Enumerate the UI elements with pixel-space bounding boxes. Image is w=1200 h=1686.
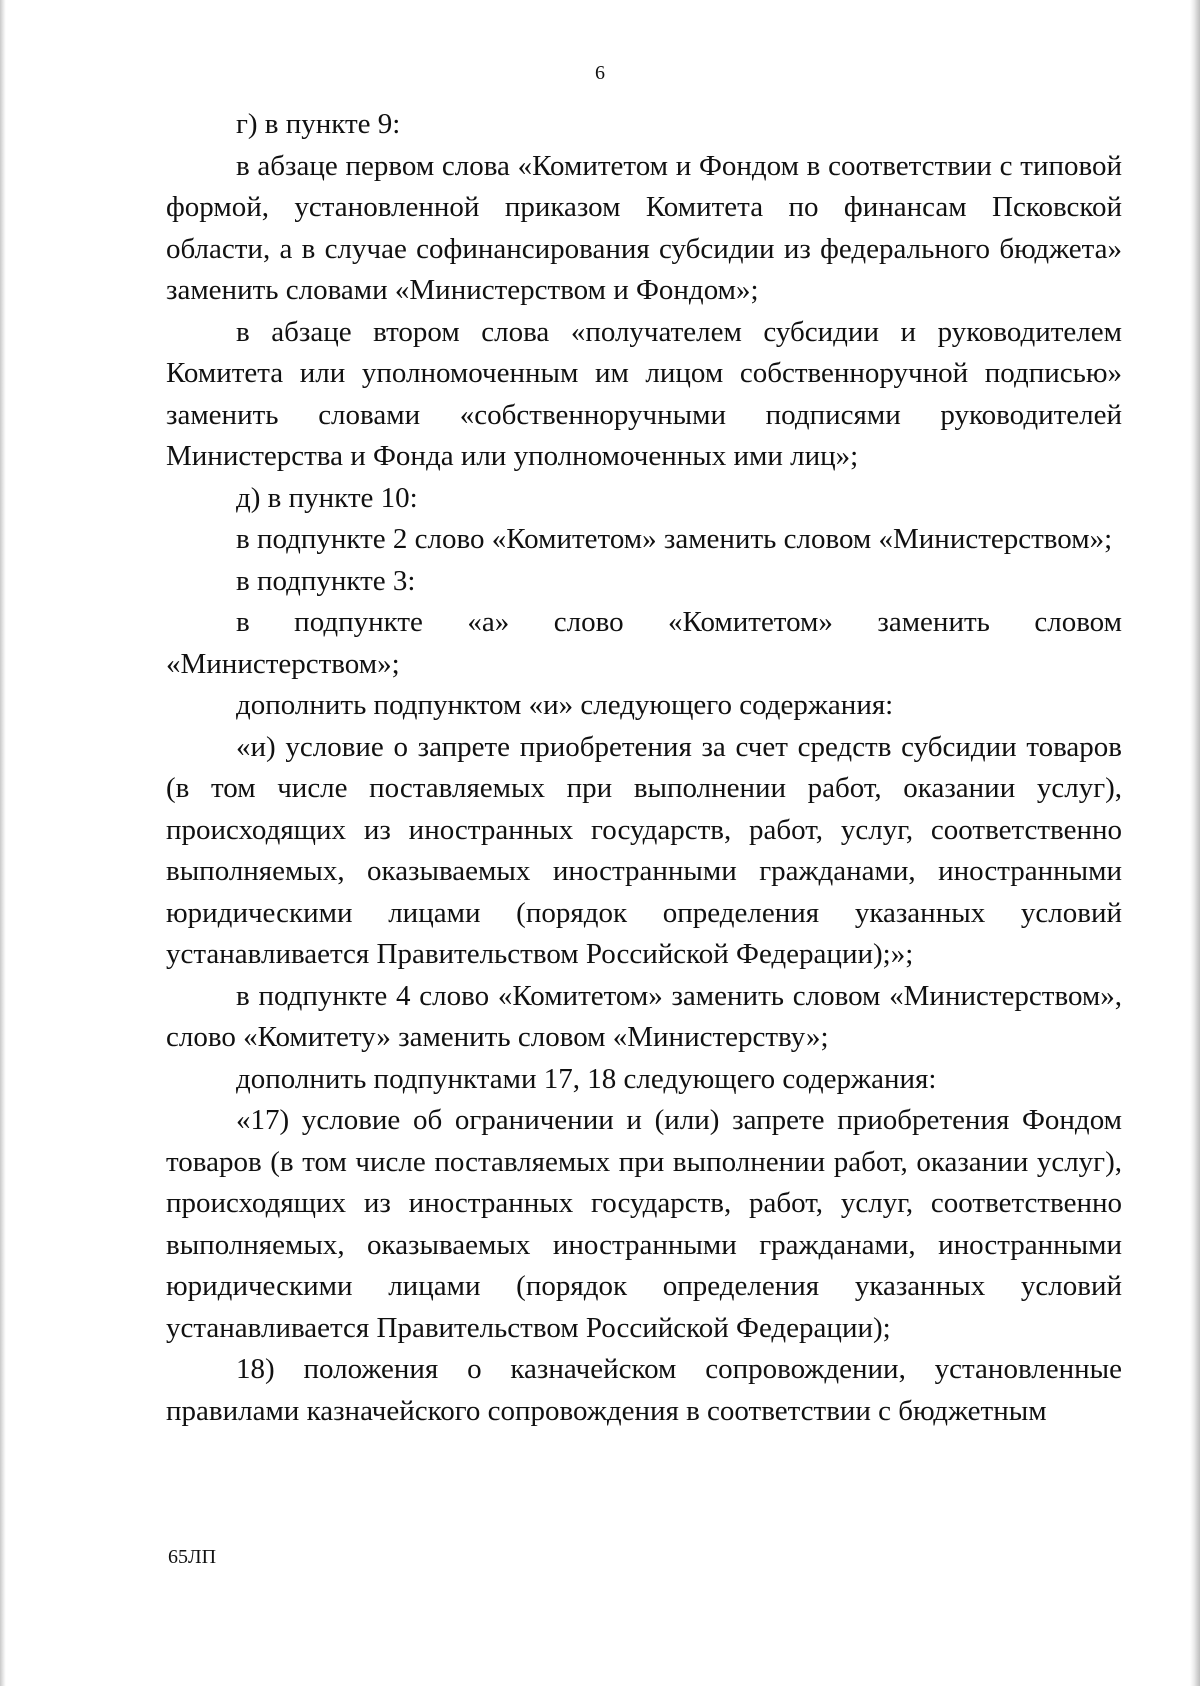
paragraph-add-subitem-i: дополнить подпунктом «и» следующего содержания: <box>236 689 894 721</box>
footer-code: 65ЛП <box>168 1546 217 1568</box>
paragraph-item-d: д) в пункте 10: <box>236 481 418 514</box>
paragraph-subitem-i-text: «и) условие о запрете приобретения за счет средств субсидии товаров (в том числе поставляемых при выполнении работ, оказании услуг), происходящих из иностранных государств, работ, услуг, соответственно выполняемых, оказываемых иностранными гражданами, иностранными юридическими лицами (порядок определения указанных условий устанавливается Правительством Российской Федерации);»; <box>166 730 1122 970</box>
paragraph-item-g: г) в пункте 9: <box>236 108 401 140</box>
paragraph-subitem-4: в подпункте 4 слово «Комитетом» заменить словом «Министерством», слово «Комитету» заменить словом «Министерству»; <box>166 979 1122 1053</box>
paragraph-subitem-3: в подпункте 3: <box>236 564 416 597</box>
page-number: 6 <box>595 62 605 84</box>
scan-edge-right <box>1190 0 1200 1686</box>
paragraph-second-abzac: в абзаце втором слова «получателем субсидии и руководителем Комитета или уполномоченным им лицом собственноручной подписью» заменить словами «собственноручными подписями руководителей Министерства и Фонда или уполномоченных ими лиц»; <box>166 315 1122 472</box>
paragraph-subitem-17-text: «17) условие об ограничении и (или) запрете приобретения Фондом товаров (в том числе поставляемых при выполнении работ, оказании услуг), происходящих из иностранных государств, работ, услуг, соответственно выполняемых, оказываемых иностранными гражданами, иностранными юридическими лицами (порядок определения указанных условий устанавливается Правительством Российской Федерации); <box>166 1104 1122 1344</box>
document-body <box>166 104 1122 1432</box>
paragraph-subitem-a: в подпункте «а» слово «Комитетом» заменить словом «Министерством»; <box>166 606 1122 680</box>
paragraph-add-subitems-17-18: дополнить подпунктами 17, 18 следующего содержания: <box>236 1062 937 1095</box>
paragraph-subitem-2: в подпункте 2 слово «Комитетом» заменить словом «Министерством»; <box>236 523 1113 555</box>
paragraph-subitem-18-text: 18) положения о казначейском сопровождении, установленные правилами казначейского сопровождения в соответствии с бюджетным <box>166 1353 1122 1427</box>
paragraph-first-abzac: в абзаце первом слова «Комитетом и Фондом в соответствии с типовой формой, установленной приказом Комитета по финансам Псковской области, а в случае софинансирования субсидии из федерального бюджета» заменить словами «Министерством и Фондом»; <box>166 149 1122 306</box>
scan-edge-left <box>0 0 6 1686</box>
